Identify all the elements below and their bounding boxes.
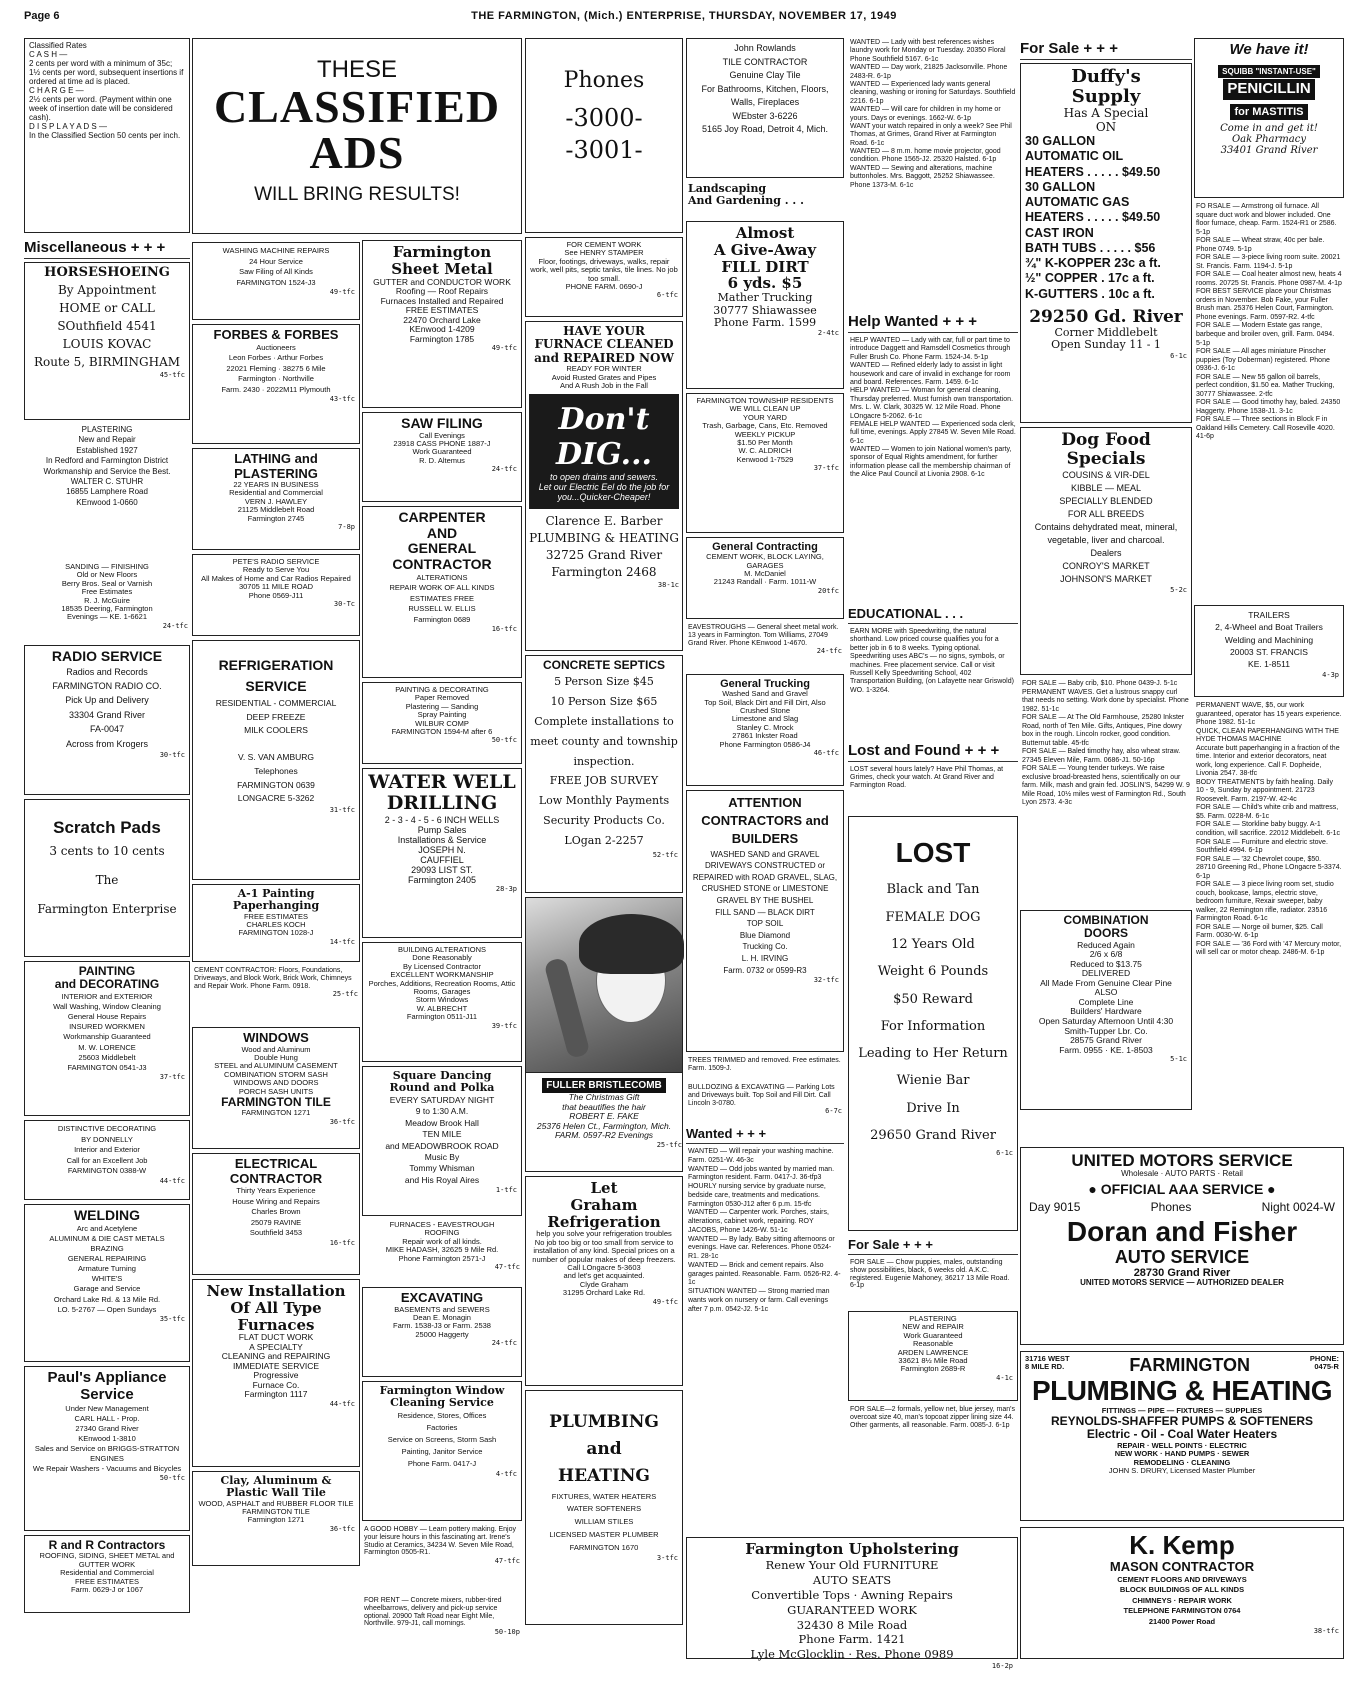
painting-decorating-comp-tag: 50-tfc [491, 736, 517, 745]
septics-body: 5 Person Size $45 10 Person Size $65 Complete installations to meet county and township inspection. FREE JOB SURVEY Low Monthly Payments Security Products Co. LOgan 2-2257 [530, 675, 678, 847]
column-1 [24, 38, 190, 1693]
radio-service-body: Radios and Records FARMINGTON RADIO CO. Pick Up and Delivery 33304 Grand River FA-0047 Across from Krogers [52, 666, 162, 749]
page-number: Page 6 [24, 10, 60, 22]
furnace-cleaned-title: HAVE YOUR FURNACE CLEANED and REPAIRED NOW [534, 324, 674, 365]
educational-body: EARN MORE with Speedwriting, the natural shorthand. Low priced course qualifies you for a better job in 6 to 8 weeks. Typing optional. Speedwriting uses ABC's — no signs, symbols, or machines. Free placement service. Call or visit Russell Kelly Speedwriting School, 402 Transportation Building, (on Lafayette near Griswold) WO. 1-3264. [850, 628, 1014, 694]
carpenter-body: ALTERATIONS REPAIR WORK OF ALL KINDS ESTIMATES FREE RUSSELL W. ELLIS Farmington 0689 [389, 572, 495, 624]
lost-dog-title: LOST [895, 837, 971, 868]
windows-name: FARMINGTON TILE [221, 1094, 331, 1109]
fph-phone: PHONE: 0475-R [1309, 1354, 1339, 1372]
excavating-title: EXCAVATING [400, 1290, 484, 1305]
windows-tag: 36-tfc [329, 1117, 355, 1126]
r-and-r-body: ROOFING, SIDING, SHEET METAL and GUTTER WORK Residential and Commercial FREE ESTIMATES Farm. 0629-J or 1067 [39, 1551, 175, 1594]
building-alterations-body: BUILDING ALTERATIONS Done Reasonably By Licensed Contractor EXCELLENT WORKMANSHIP Porches, Additions, Recreation Rooms, Attic Rooms, Garages Storm Windows W. ALBRECHT Farmington 0511-J11 [368, 945, 516, 1022]
square-dancing-body: EVERY SATURDAY NIGHT 9 to 1:30 A.M. Meadow Brook Hall TEN MILE and MEADOWBROOK ROAD Music By Tommy Whisman and His Royal Aires [385, 1094, 499, 1185]
sanding-ad [24, 562, 190, 642]
for-sale-col8-body2: PERMANENT WAVE, $5, our work guaranteed, operator has 15 years experience. Phone 1982. 51-1c QUICK, CLEAN PAPERHANGING WITH THE HYDE THOMAS MACHINE Accurate butt paperhanging in a fraction of the time. Interior and exterior decorators, neat work, long experience. Call F. Dopheide, Livonia 2547. 38-tfc BODY TREATMENTS by faith healing. Daily 10 - 9, Sunday by appointment. 21723 Roosevelt. Farm. 2197-W. 42-4c FOR SALE — Child's white crib and mattress, $5. Farm. 0228-M. 6-1c FOR SALE — Storkline baby buggy. A-1 condition, will sacrifice. 22012 Middlebelt. 6-1c FOR SALE — Furniture and electric stove. Southfield 4994. 6-1p FOR SALE — '32 Chevrolet coupe, $50. 28710 Greening Rd., Phone LOngacre 5-3374. 6-1p FOR SALE — 3 piece living room set, studio couch, bookcase, lamps, electric stove, bedroom furniture, Rexair sweeper, baby walker, 22 Remington rifle, radiator. 23516 Farmington Road. 6-1c FOR SALE — Norge oil burner, $25. Call Farm. 0030-W. 6-1p FOR SALE — '36 Ford with '47 Mercury motor, will sell car or motor cheap. 2486-M. 6-1p [1196, 702, 1342, 957]
plastering-body: PLASTERING New and Repair Established 1927 In Redford and Farmington District Workmanship and Service the Best. WALTER C. STUHR 16855 Lamphere Road KEnwood 1-0660 [43, 425, 171, 507]
furnace-title: New Installation Of All Type Furnaces [206, 1282, 346, 1334]
educational-listing [848, 627, 1018, 737]
sheet-metal-title: Farmington Sheet Metal [391, 243, 493, 278]
trailers-ad [1194, 605, 1344, 697]
radio-service-ad [24, 645, 190, 795]
lathing-tag: 7-8p [338, 523, 355, 532]
bulldozing-tag: 6-7c [825, 1107, 842, 1116]
for-sale-header-col7: For Sale + + + [1020, 38, 1192, 60]
duffys-special: Has A Special ON [1063, 106, 1149, 134]
yard-cleanup-ad [686, 393, 844, 533]
sanding-tag: 24-tfc [162, 621, 188, 630]
penicillin-ad [1194, 38, 1344, 198]
formals-listing [848, 1405, 1018, 1455]
bulldozing-ad [686, 1083, 844, 1121]
cement-work-ad [525, 237, 683, 317]
pauls-title: Paul's Appliance Service [47, 1369, 167, 1403]
classified-rates-box [24, 38, 190, 233]
pottery-hobby-body: A GOOD HOBBY — Learn pottery making. Enjoy your leisure hours in this fascinating art. Irene's Studio at Ceramics, 34234 W. Seven Mile Road, Farmington 0505-R1. [364, 1526, 516, 1557]
sheet-metal-tag: 49-tfc [491, 344, 517, 353]
painting-decorating-comp-body: PAINTING & DECORATING Paper Removed Plastering — Sanding Spray Painting WILBUR COMP FARMINGTON 1594-M after 6 [391, 685, 493, 736]
painting-decorating-comp-ad [362, 682, 522, 764]
furnace-tag: 44-tfc [329, 1400, 355, 1408]
united-motors-ad [1020, 1147, 1344, 1345]
horseshoeing-ad [24, 262, 190, 420]
for-rent-tag: 50-10p [494, 1628, 520, 1637]
petes-tag: 30-Tc [333, 599, 355, 608]
lost-dog-body: Black and Tan FEMALE DOG 12 Years Old Weight 6 Pounds $50 Reward For Information Leading to Her Return Wienie Bar Drive In 29650 Grand River [858, 882, 1008, 1144]
pauls-appliance-ad [24, 1366, 190, 1531]
excavating-ad [362, 1287, 522, 1377]
lathing-title: LATHING and PLASTERING [234, 451, 318, 481]
electrical-contractor-ad [192, 1153, 360, 1275]
duffys-title: Duffy's Supply [1071, 66, 1141, 108]
sheet-metal-ad [362, 240, 522, 408]
um-night: Night 0024-W [1261, 1199, 1335, 1214]
welding-title: WELDING [73, 1207, 141, 1223]
cement-contractor-ad [192, 966, 360, 1024]
educational-header: EDUCATIONAL . . . [848, 604, 1018, 624]
carpenter-tag: 16-tfc [491, 625, 517, 634]
clay-body: WOOD, ASPHALT and RUBBER FLOOR TILE FARMINGTON TILE Farmington 1271 [198, 1498, 354, 1525]
cement-work-body: FOR CEMENT WORK See HENRY STAMPER Floor, footings, driveways, walks, repair work, well pits, septic tanks, tile lines. No job too small. PHONE FARM. 0690-J [530, 240, 678, 291]
trailers-body: TRAILERS 2, 4-Wheel and Boat Trailers Welding and Machining 20003 ST. FRANCIS KE. 1-8511 [1215, 610, 1323, 670]
lawrence-plastering-ad [848, 1311, 1018, 1401]
for-sale-header-col6: For Sale + + + [848, 1235, 1018, 1255]
windows-body: Wood and Aluminum Double Hung STEEL and ALUMINUM CASEMENT COMBINATION STORM SASH WINDOWS AND DOORS PORCH SASH UNITS [214, 1044, 338, 1096]
graham-tag: 49-tfc [652, 1297, 678, 1306]
stiles-body: FIXTURES, WATER HEATERS WATER SOFTENERS WILLIAM STILES LICENSED MASTER PLUMBER FARMINGTON 1670 [549, 1491, 659, 1552]
column-8 [1194, 38, 1344, 1138]
kemp-sub: MASON CONTRACTOR [1109, 1559, 1255, 1575]
general-trucking-title: General Trucking [720, 678, 810, 690]
lost-dog-ad [848, 816, 1018, 1231]
horseshoeing-title: HORSESHOEING [44, 265, 170, 280]
barber-plumbing-ad [525, 321, 683, 651]
building-alterations-ad [362, 942, 522, 1062]
help-wanted-body: HELP WANTED — Lady with car, full or part time to introduce Daggett and Ramsdell Cosmetics through Fuller Brush Co. Phone Farm. 1524-J4. 5-1p WANTED — Refined elderly lady to assist in light housework and care of invalid in exchange for room and board. References. Farm. 1459. 6-1c HELP WANTED — Woman for general cleaning, Thursday preferred. Must furnish own transportation. Mrs. L. W. Clark, 30325 W. 12 Mile Road. Phone LOngacre 5-2062. 6-1c FEMALE HELP WANTED — Experienced soda clerk, full time, evenings. Apply 27845 W. Seven Mile Road. 6-1c WANTED — Women to join National women's party, sponsor of Equal Rights amendment, for further information please call the membership chairman of the Alice Paul Council at Livonia 2908. 6-1c [850, 337, 1016, 479]
cement-work-tag: 6-tfc [656, 291, 678, 300]
forbes-body: Auctioneers Leon Forbes · Arthur Forbes 22021 Fleming · 38275 6 Mile Farmington · Northville Farm. 2430 · 2022M11 Plymouth [221, 342, 331, 394]
chow-puppies-listing [848, 1258, 1018, 1308]
graham-refrigeration-ad [525, 1176, 683, 1386]
combination-doors-tag: 5-1c [1170, 1055, 1187, 1064]
welding-tag: 35-tfc [159, 1314, 185, 1323]
painting-tag: 37-tfc [159, 1072, 185, 1081]
miscellaneous-header: Miscellaneous + + + [24, 237, 190, 259]
chow-puppies-body: FOR SALE — Chow puppies, males, outstanding show possibilities, black, 6 weeks old. A.K.C. registered. Eugenie Mahoney, 36217 13 Mile Road. 6-1p [850, 1259, 1010, 1290]
fph-title: PLUMBING & HEATING [1031, 1375, 1333, 1407]
cement-contractor-tag: 25-tfc [332, 990, 358, 999]
farmington-plumbing-ad [1020, 1351, 1344, 1521]
classified-ads-banner [192, 38, 522, 234]
penicillin-for: for MASTITIS [1230, 104, 1307, 120]
eavestroughs-williams-tag: 24-tfc [816, 647, 842, 656]
penicillin-header: We have it! [1229, 41, 1309, 58]
penicillin-body: Come in and get it! Oak Pharmacy 33401 Grand River [1220, 122, 1318, 157]
clay-title: Clay, Aluminum & Plastic Wall Tile [220, 1474, 332, 1500]
upholstering-tag: 16-2p [991, 1662, 1013, 1671]
cement-contractor-body: CEMENT CONTRACTOR: Floors, Foundations, Driveways, and Block Work, Brick Work, Chimneys and Repair Work. Phone Farm. 0918. [194, 967, 352, 990]
wanted-listings-body: WANTED — Will repair your washing machine. Farm. 0251-W. 46-3c WANTED — Odd jobs wanted by married man. Farmington resident. Farm. 0417-J. 36-tfp3 HOURLY nursing service by graduate nurse, bedside care, treatments and medications. Farmington 0530-J12 after 6 p.m. 15-tfc WANTED — Carpenter work. Porches, stairs, alterations, cabinet work, repairing. ROY JACOBS, Phone 1426-W. 51-1c WANTED — By lady. Baby sitting afternoons or evenings. Have car. References. Phone 0524-R1. 28-1c WANTED — Brick and cement repairs. Also garages painted. Reasonable. Farm. 0526-R2. 4-1c SITUATION WANTED — Strong married man wants work on nursery or farm. Call evenings after 7 p.m. 0542-J2. 5-1c [688, 1148, 841, 1313]
washing-machine-ad [192, 242, 360, 320]
a1-title: A-1 Painting Paperhanging [232, 887, 320, 913]
fph-line2: REYNOLDS-SHAFFER PUMPS & SOFTENERS [1050, 1413, 1314, 1428]
for-rent-ad [362, 1596, 522, 1662]
um-addr: 28730 Grand River [1133, 1267, 1231, 1280]
general-trucking-tag: 46-tfc [813, 749, 839, 758]
combination-doors-body: Reduced Again 2/6 x 6/8 Reduced to $13.75 DELIVERED All Made From Genuine Clear Pine ALSO Complete Line Builders' Hardware Open Saturday Afternoon Until 4:30 Smith-Tupper Lbr. Co. 28575 Grand River Farm. 0955 · KE. 1-8503 [1038, 939, 1174, 1055]
upholstering-body: Renew Your Old FURNITURE AUTO SEATS Convertible Tops · Awning Repairs GUARANTEED WORK 32430 8 Mile Road Phone Farm. 1421 Lyle McGlocklin · Res. Phone 0989 [750, 1557, 954, 1662]
attention-body: WASHED SAND and GRAVEL DRIVEWAYS CONSTRUCTED or REPAIRED with ROAD GRAVEL, SLAG, CRUSHED STONE or LIMESTONE GRAVEL BY THE BUSHEL FILL SAND — BLACK DIRT TOP SOIL Blue Diamond Trucking Co. L. H. IRVING Farm. 0732 or 0599-R3 [692, 849, 838, 975]
pauls-tag: 50-tfc [159, 1474, 185, 1483]
petes-body: PETE'S RADIO SERVICE Ready to Serve You All Makes of Home and Car Radios Repaired 30705 11 MILE ROAD Phone 0569-J11 [201, 557, 351, 600]
bulldozing-body: BULLDOZING & EXCAVATING — Parking Lots and Driveways built. Top Soil and Fill Dirt. Call Lincoln 3-0780. [688, 1084, 835, 1107]
um-day: Day 9015 [1029, 1199, 1081, 1214]
square-dancing-title: Square Dancing Round and Polka [389, 1069, 495, 1095]
column-5 [686, 38, 844, 1693]
eavestroughs-williams-body: EAVESTROUGHS — General sheet metal work. 13 years in Farmington. Tom Williams, 27049 Grand River. Phone KEnwood 1-4670. [688, 624, 839, 647]
water-well-title: WATER WELL DRILLING [368, 771, 516, 815]
duffys-tag: 6-1c [1170, 351, 1187, 360]
distinctive-decorating-ad [24, 1120, 190, 1200]
wanted-listings [686, 1147, 844, 1375]
yard-cleanup-body: FARMINGTON TOWNSHIP RESIDENTS WE WILL CLEAN UP YOUR YARD Trash, Garbage, Cans, Etc. Removed WEEKLY PICKUP $1.50 Per Month W. C. ALDRICH Kenwood 1-7529 [696, 396, 834, 464]
fuller-brush-ad [525, 897, 683, 1172]
fuller-title: FULLER BRISTLECOMB [542, 1078, 666, 1093]
pauls-body: Under New Management CARL HALL - Prop. 27340 Grand River KEnwood 1-3810 Sales and Service on BRIGGS-STRATTON ENGINES We Repair Washers - Vacuums and Bicycles [32, 1403, 182, 1474]
furnace-cleaned-body: READY FOR WINTER Avoid Rusted Grates and Pipes And A Rush Job in the Fall [551, 364, 657, 391]
r-and-r-contractors-ad [24, 1535, 190, 1613]
general-contracting-ad [686, 537, 844, 619]
radio-service-title: RADIO SERVICE [51, 648, 163, 664]
attention-contractors-ad [686, 790, 844, 1052]
saw-filing-body: Call Evenings 23918 CASS PHONE 1887-J Work Guaranteed R. D. Altemus [393, 430, 491, 465]
for-sale-col8-body: FO RSALE — Armstrong oil furnace. All square duct work and blower included. One floor furnace, cheap. Farm. 1524-R1 or 2586. 5-1p FOR SALE — Wheat straw, 40c per bale. Phone 0749. 5-1p FOR SALE — 3-piece living room suite. 20021 St. Francis. Farm. 1194-J. 5-1p FOR SALE — Coal heater almost new, heats 4 rooms. 20725 St. Francis. Phone 0987-M. 4-1p FOR BEST SERVICE place your Christmas orders in November. Bob Fake, your Fuller Brush man. 25376 Helen Court, Farmington. Phone evenings. Farm. 0597-R2. 4-tfc FOR SALE — Modern Estate gas range, barbeque and broiler oven, grill. Farm. 0494. 5-1p FOR SALE — All ages miniature Pinscher puppies (Toy Doberman) registered. Phone 0936-J. 6-1c FOR SALE — New 55 gallon oil barrels, perfect condition, $1.50 ea. Mather Trucking, 30777 Shiawassee. 2-tfc FOR SALE — Good timothy hay, baled. 24350 Haggerty. Phone 1538-J1. 3-1c FOR SALE — Three sections in Block F in Oakland Hills Cemetery. Call Roseville 4020. 41-6p [1196, 203, 1342, 441]
upholstering-title: Farmington Upholstering [745, 1540, 959, 1558]
washer-tag: 49-tfc [329, 288, 355, 296]
k-kemp-ad [1020, 1527, 1344, 1659]
combination-doors-title: COMBINATION DOORS [1063, 913, 1149, 941]
upholstering-ad [686, 1537, 1018, 1671]
trees-trimmed-body: TREES TRIMMED and removed. Free estimates. Farm. 1509-J. [688, 1057, 841, 1072]
painting-title: PAINTING and DECORATING [54, 964, 160, 992]
graham-body: help you solve your refrigeration troubles No job too big or too small from service to installation of any kind. Special prices on a number of popular makes of deep freezers. Call LOngacre 5-3603 and let's get acquainted. Clyde Graham 31295 Orchard Lake Rd. [532, 1229, 676, 1298]
clay-tile-ad [192, 1471, 360, 1566]
refrigeration-ad [192, 640, 360, 880]
barber-tag: 38-1c [657, 580, 679, 589]
window-cleaning-tag: 4-tfc [495, 1469, 517, 1478]
um-phones: Phones [1150, 1199, 1192, 1214]
horseshoeing-body: By Appointment HOME or CALL SOuthfield 4541 LOUIS KOVAC Route 5, BIRMINGHAM [33, 282, 181, 369]
distinctive-body: DISTINCTIVE DECORATING BY DONNELLY Interior and Exterior Call for an Excellent Job FARMINGTON 0388-W [57, 1124, 157, 1175]
water-well-tag: 28-3p [495, 885, 517, 894]
furnace-installation-ad [192, 1279, 360, 1467]
banner-results: WILL BRING RESULTS! [254, 183, 460, 205]
duffys-address: 29250 Gd. River [1029, 306, 1183, 327]
yard-cleanup-tag: 37-tfc [813, 464, 839, 473]
plastering-ad [24, 424, 190, 559]
excavating-body: BASEMENTS and SEWERS Dean E. Monagin Farm. 1538-J3 or Farm. 2538 25000 Haggerty [393, 1304, 491, 1339]
septics-tag: 52-tfc [652, 850, 678, 859]
column-3 [362, 240, 522, 1695]
square-dancing-tag: 1-tfc [495, 1186, 517, 1195]
painting-decorating-ad [24, 961, 190, 1116]
concrete-septics-ad [525, 655, 683, 893]
lost-watch-listing [848, 765, 1018, 813]
refrigeration-tag: 31-tfc [329, 805, 355, 814]
landscaping-title: Landscaping And Gardening . . . [688, 182, 804, 208]
forbes-auctioneers-ad [192, 324, 360, 444]
barber-body: Clarence E. Barber PLUMBING & HEATING 32725 Grand River Farmington 2468 [529, 514, 679, 579]
fph-line3: Electric - Oil - Coal Water Heaters [1086, 1427, 1278, 1442]
rowlands-body: John Rowlands TILE CONTRACTOR Genuine Clay Tile For Bathrooms, Kitchen, Floors, Walls, Fireplaces WEbster 3-6226 5165 Joy Road, Detroit 4, Mich. [701, 43, 829, 134]
trees-trimmed-ad [686, 1056, 844, 1080]
for-sale-listings-col8 [1194, 202, 1344, 602]
um-auto: AUTO SERVICE [1114, 1247, 1250, 1268]
saw-filing-ad [362, 412, 522, 502]
duffys-footer: Corner Middlebelt Open Sunday 11 - 1 [1051, 325, 1161, 352]
petes-radio-ad [192, 554, 360, 636]
fill-dirt-tag: 2-4tc [817, 329, 839, 338]
sheet-metal-body: GUTTER and CONDUCTOR WORK Roofing — Roof Repairs Furnaces Installed and Repaired FREE ESTIMATES 22470 Orchard Lake KEnwood 1-4209 Farmington 1785 [373, 276, 511, 344]
newspaper-title: THE FARMINGTON, (Mich.) ENTERPRISE, THURSDAY, NOVEMBER 17, 1949 [471, 10, 897, 22]
kemp-body: CEMENT FLOORS AND DRIVEWAYS BLOCK BUILDINGS OF ALL KINDS CHIMNEYS · REPAIR WORK TELEPHONE FARMINGTON 0764 21400 Power Road [1117, 1574, 1247, 1626]
dont-dig-photo [529, 394, 679, 509]
help-wanted-header: Help Wanted + + + [848, 311, 1018, 333]
dog-food-title: Dog Food Specials [1061, 430, 1151, 470]
um-foot: UNITED MOTORS SERVICE — AUTHORIZED DEALER [1080, 1278, 1284, 1288]
stiles-title: PLUMBING and HEATING [549, 1412, 659, 1487]
column-2 [192, 38, 360, 1693]
stiles-tag: 3-tfc [656, 1554, 678, 1563]
kemp-title: K. Kemp [1129, 1530, 1235, 1560]
sanding-body: SANDING — FINISHING Old or New Floors Berry Bros. Seal or Varnish Free Estimates R. J. McGuire 18535 Deering, Farmington Evenings — KE. 1-6621 [61, 562, 153, 622]
pottery-hobby-tag: 47-tfc [494, 1557, 520, 1566]
dog-food-ad [1020, 427, 1192, 675]
lathing-body: 22 YEARS IN BUSINESS Residential and Commercial VERN J. HAWLEY 21125 Middlebelt Road Farmington 2745 [229, 480, 323, 523]
refrigeration-title: REFRIGERATION SERVICE [218, 657, 334, 694]
um-sub: Wholesale · AUTO PARTS · Retail [1121, 1169, 1243, 1179]
furnace-body: FLAT DUCT WORK A SPECIALTY CLEANING and REPAIRING IMMEDIATE SERVICE Progressive Furnace Co. Farmington 1117 [221, 1332, 331, 1400]
scratch-pads-body: 3 cents to 10 cents The Farmington Enterprise [37, 844, 177, 916]
fph-farm: FARMINGTON [1129, 1355, 1251, 1375]
phones-title: Phones [563, 68, 645, 93]
lost-watch-body: LOST several hours lately? Have Phil Thomas, at Grimes, check your watch. At Grand River and Farmington Road. [850, 766, 1004, 789]
window-cleaning-title: Farmington Window Cleaning Service [379, 1384, 505, 1410]
dog-food-body: COUSINS & VIR-DEL KIBBLE — MEAL SPECIALLY BLENDED FOR ALL BREEDS Contains dehydrated meat, mineral, vegetable, liver and charcoal. Dealers CONROY'S MARKET JOHNSON'S MARKET [1034, 470, 1178, 585]
excavating-tag: 24-tfc [491, 1339, 517, 1348]
rowlands-tile-ad [686, 38, 844, 178]
septics-title: CONCRETE SEPTICS [542, 658, 665, 672]
woman-portrait-image [526, 898, 682, 1073]
column-7 [1020, 38, 1192, 1138]
eavestrough-hadash-tag: 47-tfc [494, 1262, 520, 1271]
windows-phone: FARMINGTON 1271 [241, 1108, 311, 1118]
electrical-tag: 16-tfc [329, 1238, 355, 1247]
kemp-tag: 38-tfc [1313, 1627, 1339, 1636]
general-contracting-tag: 20tfc [817, 586, 839, 595]
phones-numbers: -3000- -3001- [565, 103, 643, 165]
general-trucking-body: Washed Sand and Gravel Top Soil, Black Dirt and Fill Dirt, Also Crushed Stone Limestone and Slag Stanley C. Mrock 27861 Inkster Road Phone Farmington 0586-J4 [704, 689, 826, 749]
distinctive-tag: 44-tfc [159, 1176, 185, 1185]
masthead [24, 10, 1344, 30]
saw-filing-tag: 24-tfc [491, 465, 517, 474]
banner-classified: CLASSIFIED ADS [213, 80, 501, 178]
duffys-items: 30 GALLON AUTOMATIC OIL HEATERS . . . . . $49.50 30 GALLON AUTOMATIC GAS HEATERS . . . . . $49.50 CAST IRON BATH TUBS . . . . . $56 ¾" K-KOPPER 23c a ft. ½" COPPER . 17c a ft. K-GUTTERS . 10c a ft. [1025, 134, 1161, 301]
forbes-title: FORBES & FORBES [213, 327, 339, 342]
attention-title: ATTENTION CONTRACTORS and BUILDERS [701, 795, 829, 847]
general-trucking-ad [686, 674, 844, 786]
lathing-plastering-ad [192, 448, 360, 550]
eavestrough-hadash-ad [362, 1220, 522, 1284]
square-dancing-ad [362, 1066, 522, 1216]
scratch-pads-ad [24, 799, 190, 957]
duffys-supply-ad [1020, 63, 1192, 423]
window-cleaning-body: Residence, Stores, Offices Factories Service on Screens, Storm Sash Painting, Janitor Service Phone Farm. 0417-J [387, 1410, 497, 1468]
refrigeration-body: RESIDENTIAL - COMMERCIAL DEEP FREEZE MILK COOLERS V. S. VAN AMBURG Telephones FARMINGTON 0639 LONGACRE 5-3262 [215, 698, 337, 804]
a1-painting-ad [192, 884, 360, 962]
portrait-face [596, 938, 666, 1023]
water-well-ad [362, 768, 522, 938]
pottery-hobby-ad [362, 1525, 522, 1593]
building-alterations-tag: 39-tfc [491, 1021, 517, 1030]
welding-body: Arc and Acetylene ALUMINUM & DIE CAST METALS BRAZING GENERAL REPAIRING Armature Turning WHITE'S Garage and Service Orchard Lake Rd. & 13 Mile Rd. LO. 5-2767 — Open Sundays [49, 1223, 165, 1314]
attention-tag: 32-tfc [813, 976, 839, 985]
wanted-top-body: WANTED — Lady with best references wishes laundry work for Monday or Tuesday. 20350 Floral Phone Southfield 5167. 6-1c WANTED — Day work, 21825 Jacksonville. Phone 2483-R. 6-1p WANTED — Experienced lady wants general cleaning, washing or ironing for Saturdays. Southfield 2216. 6-1p WANTED — Will care for children in my home or yours. Days or evenings. 1662-W. 6-1p WANT your watch repaired in only a week? See Phil Thomas, at Grimes, Grand River at Farmington Road. 6-1c WANTED — 8 m.m. home movie projector, good condition. Phone 1565-J2. 25320 Halsted. 6-1p WANTED — Sewing and alterations, machine buttonholes. Mrs. Baggott, 25252 Shiawassee. Phone 1373-M. 6-1c [850, 39, 1016, 189]
trailers-tag: 4-3p [1322, 670, 1339, 679]
washer-body: WASHING MACHINE REPAIRS 24 Hour Service Saw Filing of All Kinds FARMINGTON 1524-J3 [222, 246, 330, 287]
clay-tag: 36-tfc [329, 1524, 355, 1533]
welding-ad [24, 1204, 190, 1362]
fph-line5: JOHN S. DRURY, Licensed Master Plumber [1108, 1465, 1256, 1475]
windows-ad [192, 1027, 360, 1149]
wanted-header: Wanted + + + [686, 1124, 844, 1144]
phones-box [525, 38, 683, 233]
eavestrough-hadash-body: FURNACES - EAVESTROUGH ROOFING Repair work of all kinds. MIKE HADASH, 32625 9 Mile Rd. Phone Farmington 2571-J [385, 1220, 499, 1263]
stiles-plumbing-ad [525, 1390, 683, 1625]
saw-filing-title: SAW FILING [401, 415, 483, 431]
painting-body: INTERIOR and EXTERIOR Wall Washing, Window Cleaning General House Repairs INSURED WORKMEN Workmanship Guaranteed M. W. LORENCE 25603 Middlebelt FARMINGTON 0541-J3 [53, 991, 161, 1072]
classified-rates: Classified Rates C A S H — 2 cents per word with a minimum of 35c; 1½ cents per word, subsequent insertions if ordered at time ad is placed. C H A R G E — 2½ cents per word. (Payment within one week of insertion date will be considered cash). D I S P L A Y A D S — In the Classified Section 50 cents per inch. [29, 41, 184, 140]
um-phone-row [1025, 1198, 1339, 1216]
graham-title: Let Graham Refrigeration [547, 1179, 661, 1231]
hair-brush [543, 957, 590, 1059]
penicillin-word: PENICILLIN [1223, 79, 1314, 100]
horseshoeing-tag: 45-tfc [159, 370, 185, 379]
fuller-tag: 25-tfc [656, 1140, 682, 1149]
lawrence-plastering-body: PLASTERING NEW and REPAIR Work Guaranteed Reasonable ARDEN LAWRENCE 33621 8½ Mile Road Farmington 2689-R [897, 1314, 969, 1374]
general-contracting-title: General Contracting [712, 541, 818, 553]
a1-body: FREE ESTIMATES CHARLES KOCH FARMINGTON 1028-J [238, 911, 314, 938]
dog-food-tag: 5-2c [1170, 586, 1187, 595]
dont-dig-title: Don't DIG... [556, 401, 652, 472]
column-4 [525, 38, 683, 1693]
window-cleaning-ad [362, 1381, 522, 1521]
banner-these: THESE [316, 56, 397, 83]
landscaping-header [686, 182, 844, 218]
for-sale-col7-body: FOR SALE — Baby crib, $10. Phone 0439-J. 5-1c PERMANENT WAVES. Get a lustrous snappy curl that needs no setting. Work done by specialist. Phone 1982. 51-1c FOR SALE — At The Old Farmhouse, 25280 Inkster Road, north of Ten Mile. Gifts, Antiques, Pine dowry box in the rough. Lincoln rocker, good condition. Butternut table. 45-tfc FOR SALE — Baled timothy hay, also wheat straw. 27345 Eleven Mile, Farm. 0686-J1. 50-16p FOR SALE — Young tender turkeys. We raise exclusive broad-breasted hens, scientifically on our farm. Milk, mash and grain fed. JOSLIN'S, 54299 W. 9 Mile Road, 10½ miles west of Farmington Rd., South Lyon 2573. 4-3c [1022, 680, 1190, 807]
electrical-body: Thirty Years Experience House Wiring and Repairs Charles Brown 25079 RAVINE Southfield 3453 [232, 1186, 320, 1238]
for-rent-body: FOR RENT — Concrete mixers, rubber-tired wheelbarrows, delivery and pick-up service optional. 20900 Taft Road near Eight Mile, Northville. 979-J1, call mornings. [364, 1597, 502, 1628]
windows-title: WINDOWS [243, 1030, 309, 1045]
lawrence-plastering-tag: 4-1c [996, 1373, 1013, 1382]
lost-found-header: Lost and Found + + + [848, 740, 1018, 762]
electrical-title: ELECTRICAL CONTRACTOR [229, 1156, 323, 1186]
penicillin-brand: SQUIBB "INSTANT-USE" [1218, 65, 1320, 78]
help-wanted-listings [848, 336, 1018, 601]
formals-body: FOR SALE—2 formals, yellow net, blue jersey, man's overcoat size 40, man's topcoat zipper lining size 44. Other garments, all reasonable. Farm. 0085-J. 6-1p [850, 1406, 1015, 1429]
r-and-r-title: R and R Contractors [48, 1538, 166, 1552]
water-well-body: 2 - 3 - 4 - 5 - 6 INCH WELLS Pump Sales Installations & Service JOSEPH N. CAUFFIEL 29093 LIST ST. Farmington 2405 [384, 814, 500, 885]
um-aaa: ● OFFICIAL AAA SERVICE ● [1088, 1180, 1276, 1197]
for-sale-listings2-col8 [1194, 701, 1344, 1101]
fph-line1: FITTINGS — PIPE — FIXTURES — SUPPLIES [1101, 1405, 1263, 1415]
scratch-pads-title: Scratch Pads [53, 818, 161, 837]
for-sale-listings-col7 [1020, 679, 1192, 907]
dont-dig-body: to open drains and sewers. Let our Electric Eel do the job for you...Quicker-Cheaper! [538, 471, 670, 503]
um-title: UNITED MOTORS SERVICE [1071, 1151, 1293, 1170]
radio-service-tag: 30-tfc [159, 751, 185, 760]
fill-dirt-title: Almost A Give-Away FILL DIRT 6 yds. $5 [713, 224, 817, 293]
fill-dirt-body: Mather Trucking 30777 Shiawassee Phone Farm. 1599 [713, 291, 817, 329]
fph-addr: 31716 WEST 8 MILE RD. [1025, 1354, 1070, 1372]
forbes-tag: 43-tfc [329, 395, 355, 404]
wanted-top-listings [848, 38, 1018, 308]
fuller-body: The Christmas Gift that beautifies the hair ROBERT E. FAKE 25376 Helen Ct., Farmington, Mich. FARM. 0597-R2 Evenings [536, 1092, 672, 1141]
um-name: Doran and Fisher [1066, 1215, 1298, 1247]
eavestroughs-williams-ad [686, 623, 844, 671]
carpenter-title: CARPENTER AND GENERAL CONTRACTOR [392, 509, 492, 573]
general-contracting-body: CEMENT WORK, BLOCK LAYING, GARAGES M. McDaniel 21243 Randall · Farm. 1011-W [706, 552, 824, 587]
a1-tag: 14-tfc [329, 937, 355, 946]
lost-dog-tag: 6-1c [996, 1149, 1013, 1158]
combination-doors-ad [1020, 910, 1192, 1110]
fph-top-row [1025, 1355, 1339, 1375]
fph-line4: REPAIR · WELL POINTS · ELECTRIC NEW WORK · HAND PUMPS · SEWER REMODELING · CLEANING [1114, 1440, 1250, 1467]
column-6 [848, 38, 1018, 1533]
fill-dirt-ad [686, 221, 844, 389]
carpenter-ad [362, 506, 522, 678]
